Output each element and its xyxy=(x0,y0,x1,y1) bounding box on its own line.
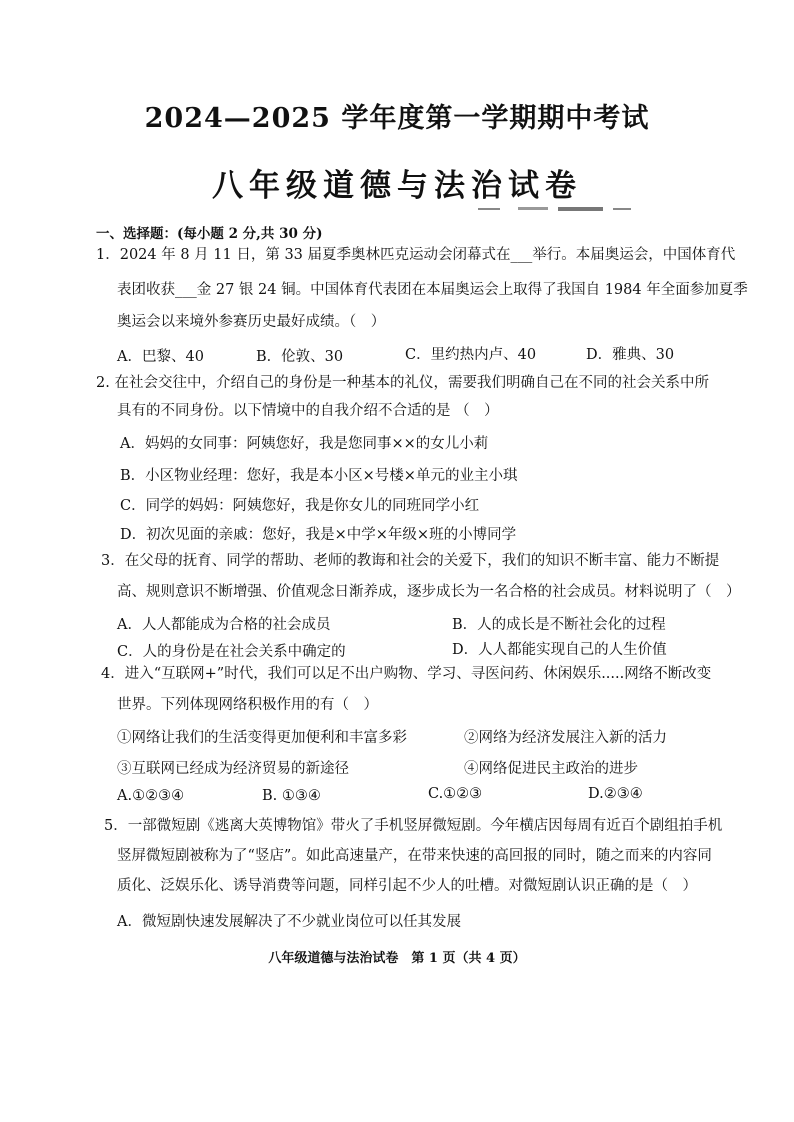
section-heading: 一、选择题：(每小题 2 分,共 30 分) xyxy=(96,226,323,242)
q3-option-b: B．人的成长是不断社会化的过程 xyxy=(452,617,666,633)
q2-line2: 具有的不同身份。以下情境中的自我介绍不合适的是 （ ） xyxy=(117,403,499,419)
q1-line3: 奥运会以来境外参赛历史最好成绩。（ ） xyxy=(117,314,386,330)
q1-option-d: D．雅典、30 xyxy=(586,347,675,363)
q5-option-a: A．微短剧快速发展解决了不少就业岗位可以任其发展 xyxy=(117,914,461,930)
q2-option-a: A．妈妈的女同事：阿姨您好，我是您同事××的女儿小莉 xyxy=(120,436,489,452)
scan-smudge xyxy=(478,205,638,213)
q4-item-4: ④网络促进民主政治的进步 xyxy=(464,761,638,777)
q5-line1: 5．一部微短剧《逃离大英博物馆》带火了手机竖屏微短剧。今年横店因每周有近百个剧组拍手机 xyxy=(104,818,723,834)
q2-option-d: D．初次见面的亲戚：您好，我是×中学×年级×班的小博同学 xyxy=(120,527,517,543)
q5-line2: 竖屏微短剧被称为了“竖店”。如此高速量产，在带来快速的高回报的同时，随之而来的内容同 xyxy=(117,848,712,864)
q1-line1: 1．2024 年 8 月 11 日，第 33 届夏季奥林匹克运动会闭幕式在___举行。本届奥运会，中国体育代 xyxy=(96,247,736,263)
exam-subtitle: 八年级道德与法治试卷 xyxy=(212,168,582,204)
page-footer: 八年级道德与法治试卷 第 1 页（共 4 页） xyxy=(268,951,526,966)
q4-option-b: B. ①③④ xyxy=(262,788,321,804)
q4-option-d: D.②③④ xyxy=(588,786,643,802)
q4-item-3: ③互联网已经成为经济贸易的新途径 xyxy=(117,761,349,777)
q1-line2: 表团收获___金 27 银 24 铜。中国体育代表团在本届奥运会上取得了我国自 1984 年全面参加夏季 xyxy=(117,282,748,298)
q2-line1: 2. 在社会交往中，介绍自己的身份是一种基本的礼仪，需要我们明确自己在不同的社会关系中所 xyxy=(96,375,709,391)
q3-option-c: C．人的身份是在社会关系中确定的 xyxy=(117,644,346,660)
q1-option-b: B．伦敦、30 xyxy=(256,349,344,365)
q1-option-c: C．里约热内卢、40 xyxy=(405,347,537,363)
q4-option-a: A.①②③④ xyxy=(117,788,185,804)
q3-line1: 3．在父母的抚育、同学的帮助、老师的教诲和社会的关爱下，我们的知识不断丰富、能力不断提 xyxy=(101,553,720,569)
q5-line3: 质化、泛娱乐化、诱导消费等问题，同样引起不少人的吐槽。对微短剧认识正确的是（ ） xyxy=(117,878,697,894)
q2-option-b: B．小区物业经理：您好，我是本小区×号楼×单元的业主小琪 xyxy=(120,468,518,484)
q4-option-c: C.①②③ xyxy=(428,786,483,802)
q4-item-1: ①网络让我们的生活变得更加便利和丰富多彩 xyxy=(117,730,407,746)
q4-item-2: ②网络为经济发展注入新的活力 xyxy=(464,730,667,746)
q3-line2: 高、规则意识不断增强、价值观念日渐养成，逐步成长为一名合格的社会成员。材料说明了（ ） xyxy=(117,584,741,600)
q4-line1: 4．进入“互联网+”时代，我们可以足不出户购物、学习、寻医问药、休闲娱乐.....网络不断改变 xyxy=(101,666,712,682)
q3-option-a: A．人人都能成为合格的社会成员 xyxy=(117,617,331,633)
q2-option-c: C．同学的妈妈：阿姨您好，我是你女儿的同班同学小红 xyxy=(120,498,480,514)
q1-option-a: A．巴黎、40 xyxy=(117,349,204,365)
q3-option-d: D．人人都能实现自己的人生价值 xyxy=(452,642,667,658)
exam-title: 2024—2025 学年度第一学期期中考试 xyxy=(144,103,650,134)
q4-line2: 世界。下列体现网络积极作用的有（ ） xyxy=(117,697,378,713)
